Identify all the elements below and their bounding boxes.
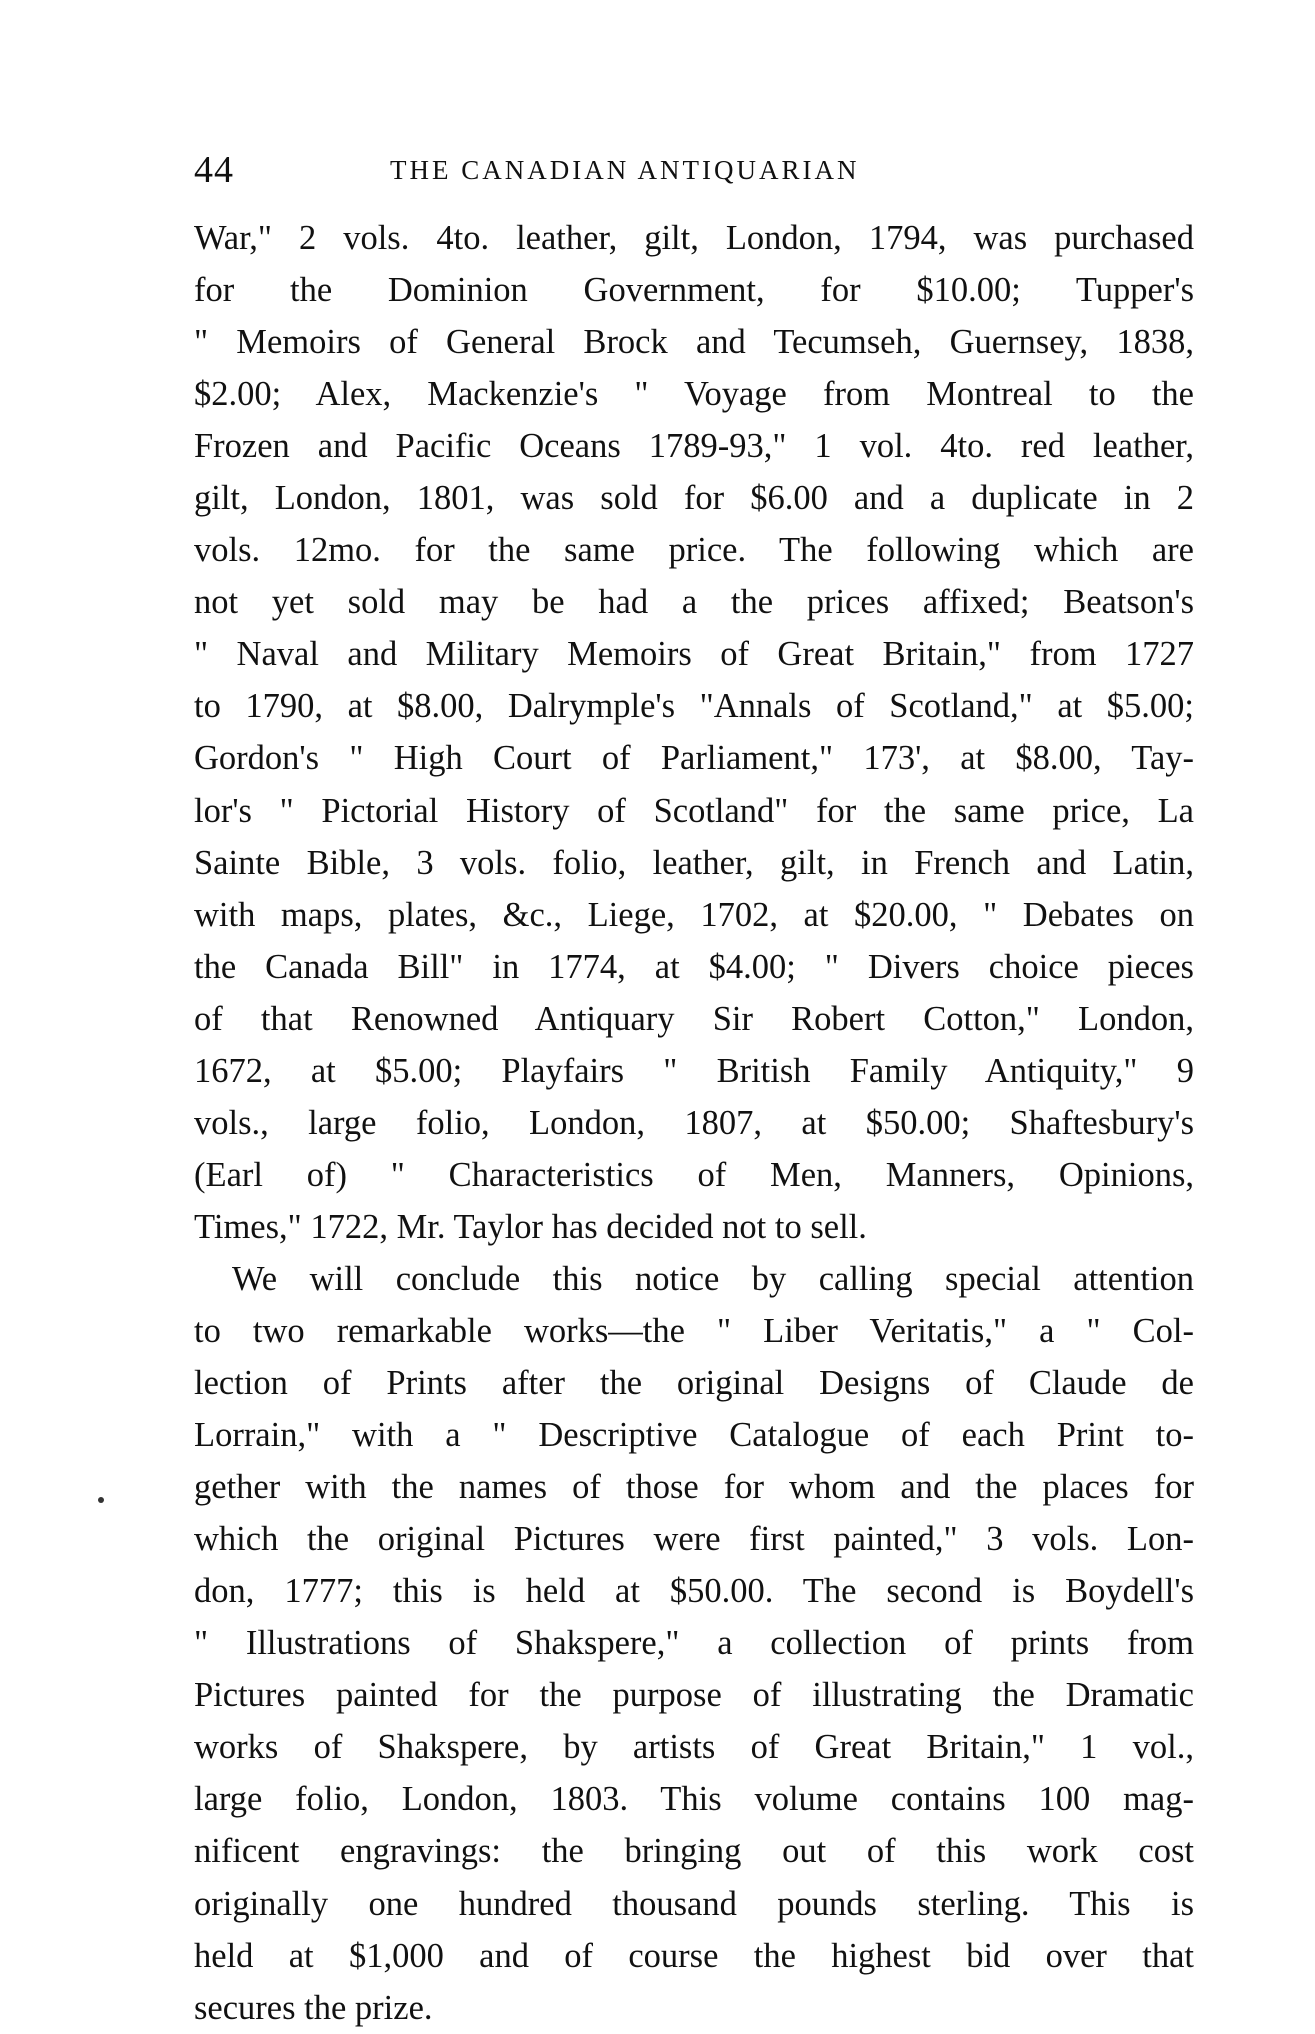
text-line: Pictures painted for the purpose of illustrating the Dramatic bbox=[194, 1676, 1194, 1715]
text-line: which the original Pictures were first painted," 3 vols. Lon- bbox=[194, 1520, 1194, 1559]
text-line: held at $1,000 and of course the highest bid over that bbox=[194, 1936, 1194, 1975]
journal-title: THE CANADIAN ANTIQUARIAN bbox=[390, 155, 860, 185]
text-line: nificent engravings: the bringing out of this work cost bbox=[194, 1832, 1194, 1871]
text-line: vols. 12mo. for the same price. The following which are bbox=[194, 531, 1194, 570]
text-line: for the Dominion Government, for $10.00; Tupper's bbox=[194, 271, 1194, 310]
text-line: secures the prize. bbox=[194, 1988, 433, 2027]
running-head bbox=[194, 150, 1194, 190]
text-line: don, 1777; this is held at $50.00. The second is Boydell's bbox=[194, 1572, 1194, 1611]
text-line: " Naval and Military Memoirs of Great Britain," from 1727 bbox=[194, 635, 1194, 674]
text-line: gilt, London, 1801, was sold for $6.00 and a duplicate in 2 bbox=[194, 479, 1194, 518]
text-line: to two remarkable works—the " Liber Veritatis," a " Col- bbox=[194, 1311, 1194, 1350]
text-line: Times," 1722, Mr. Taylor has decided not to sell. bbox=[194, 1207, 867, 1246]
text-line: gether with the names of those for whom and the places for bbox=[194, 1468, 1194, 1507]
text-line: works of Shakspere, by artists of Great Britain," 1 vol., bbox=[194, 1728, 1194, 1767]
text-line: We will conclude this notice by calling special attention bbox=[232, 1259, 1194, 1298]
text-line: lor's " Pictorial History of Scotland" for the same price, La bbox=[194, 791, 1194, 830]
text-line: large folio, London, 1803. This volume contains 100 mag- bbox=[194, 1780, 1194, 1819]
text-line: vols., large folio, London, 1807, at $50.00; Shaftesbury's bbox=[194, 1103, 1194, 1142]
text-line: Lorrain," with a " Descriptive Catalogue of each Print to- bbox=[194, 1416, 1194, 1455]
text-line: (Earl of) " Characteristics of Men, Manners, Opinions, bbox=[194, 1155, 1194, 1194]
text-line: with maps, plates, &c., Liege, 1702, at $20.00, " Debates on bbox=[194, 895, 1194, 934]
paragraph-2 bbox=[194, 1253, 1194, 2034]
paragraph-1 bbox=[194, 212, 1194, 1253]
text-line: of that Renowned Antiquary Sir Robert Cotton," London, bbox=[194, 999, 1194, 1038]
text-line: 1672, at $5.00; Playfairs " British Family Antiquity," 9 bbox=[194, 1051, 1194, 1090]
text-line: " Memoirs of General Brock and Tecumseh, Guernsey, 1838, bbox=[194, 323, 1194, 362]
text-line: to 1790, at $8.00, Dalrymple's "Annals of Scotland," at $5.00; bbox=[194, 687, 1194, 726]
body-text bbox=[194, 212, 1194, 2034]
text-line: " Illustrations of Shakspere," a collection of prints from bbox=[194, 1624, 1194, 1663]
text-line: Frozen and Pacific Oceans 1789-93," 1 vol. 4to. red leather, bbox=[194, 427, 1194, 466]
text-line: lection of Prints after the original Designs of Claude de bbox=[194, 1364, 1194, 1403]
text-line: the Canada Bill" in 1774, at $4.00; " Divers choice pieces bbox=[194, 947, 1194, 986]
text-line: Gordon's " High Court of Parliament," 173', at $8.00, Tay- bbox=[194, 739, 1194, 778]
margin-mark bbox=[98, 1497, 104, 1503]
text-line: not yet sold may be had a the prices affixed; Beatson's bbox=[194, 583, 1194, 622]
text-line: $2.00; Alex, Mackenzie's " Voyage from Montreal to the bbox=[194, 375, 1194, 414]
page-number: 44 bbox=[194, 149, 234, 191]
text-line: originally one hundred thousand pounds sterling. This is bbox=[194, 1884, 1194, 1923]
text-line: Sainte Bible, 3 vols. folio, leather, gilt, in French and Latin, bbox=[194, 843, 1194, 882]
text-line: War," 2 vols. 4to. leather, gilt, London, 1794, was purchased bbox=[194, 219, 1194, 257]
